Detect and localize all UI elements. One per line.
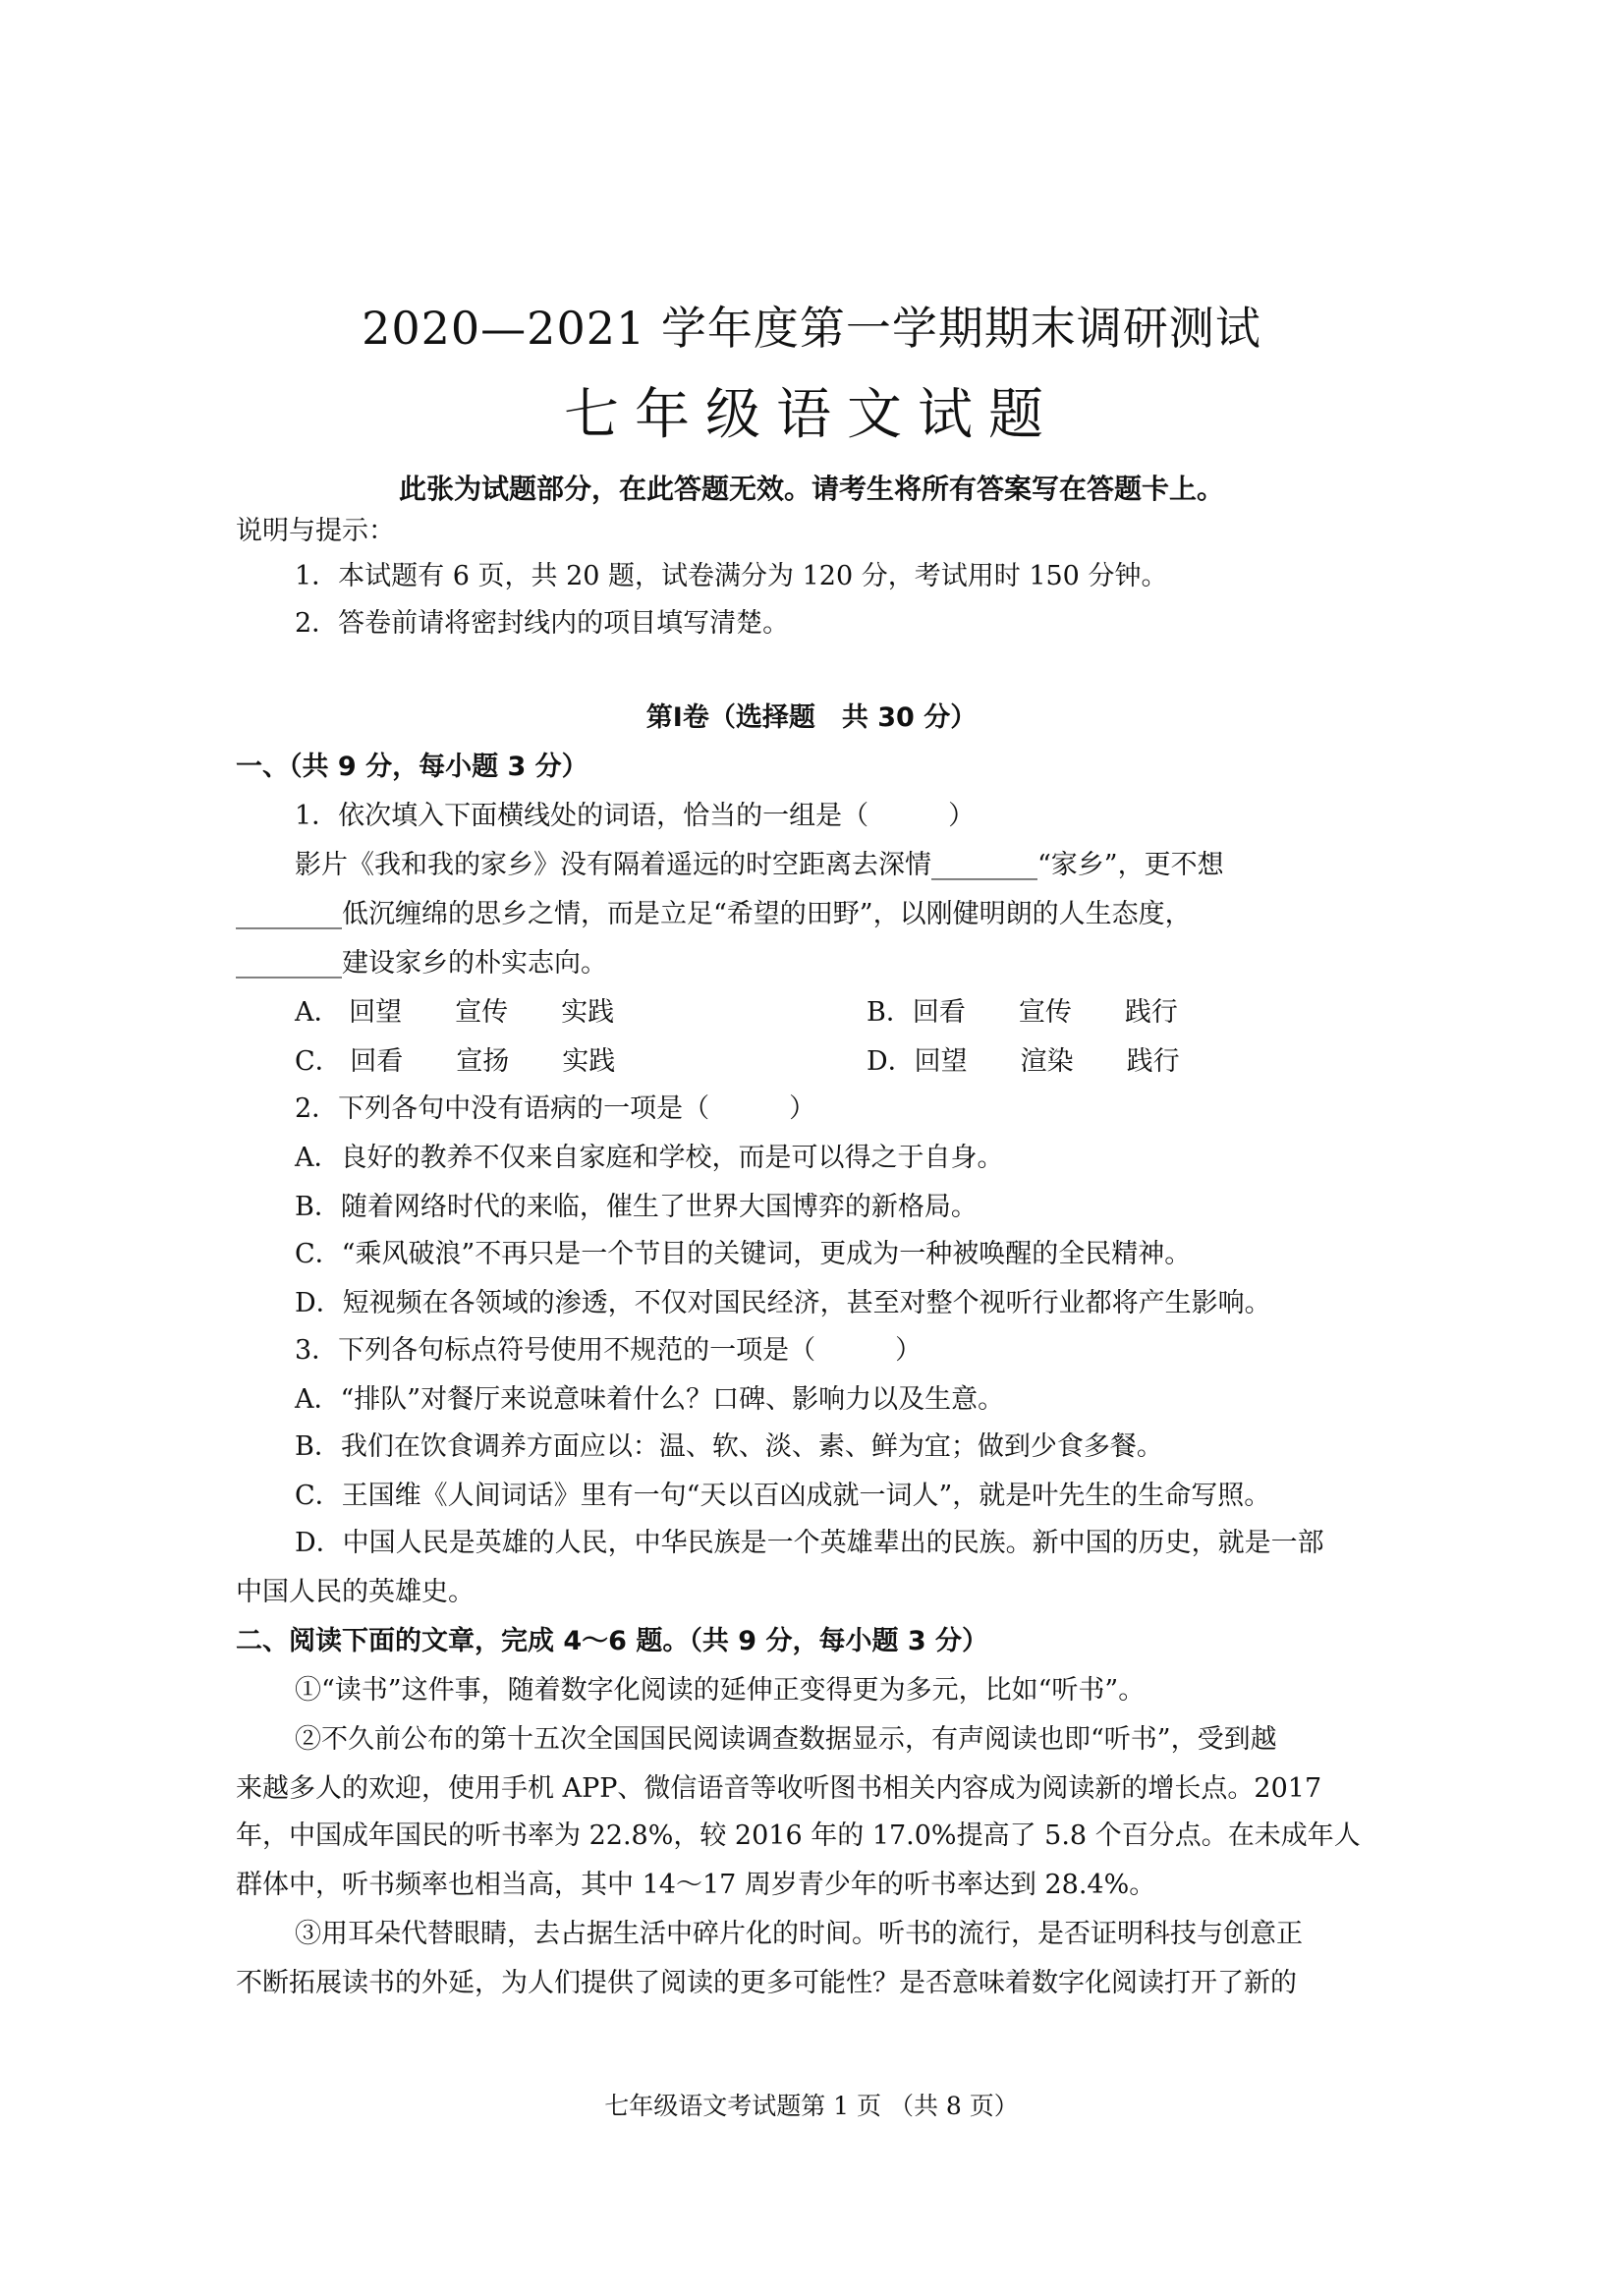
option-d: D．回望 渲染 践行 xyxy=(867,1046,1180,1077)
option-b: B．回看 宣传 践行 xyxy=(867,997,1178,1028)
passage-line: 影片《我和我的家乡》没有隔着遥远的时空距离去深情________“家乡”，更不想 xyxy=(295,850,1224,880)
instruction-item: 2．答卷前请将密封线内的项目填写清楚。 xyxy=(295,608,790,639)
question-stem: 2．下列各句中没有语病的一项是（ ） xyxy=(295,1093,816,1124)
instructions-heading: 说明与提示： xyxy=(236,516,395,546)
passage-line: ________建设家乡的朴实志向。 xyxy=(236,948,607,979)
article-paragraph: ②不久前公布的第十五次全国国民阅读调查数据显示，有声阅读也即“听书”，受到越 xyxy=(295,1724,1277,1755)
option-b: B．我们在饮食调养方面应以：温、软、淡、素、鲜为宜；做到少食多餐。 xyxy=(295,1431,1163,1462)
option-a: A． 回望 宣传 实践 xyxy=(295,997,615,1028)
article-paragraph: ①“读书”这件事，随着数字化阅读的延伸正变得更为多元，比如“听书”。 xyxy=(295,1675,1146,1706)
exam-title: 2020—2021 学年度第一学期期末调研测试 xyxy=(362,302,1261,355)
article-paragraph-line: 群体中，听书频率也相当高，其中 14～17 周岁青少年的听书率达到 28.4%。 xyxy=(236,1870,1156,1900)
passage-line: ________低沉缠绵的思乡之情，而是立足“希望的田野”，以刚健明朗的人生态度， xyxy=(236,899,1192,929)
option-d: D．短视频在各领域的渗透，不仅对国民经济，甚至对整个视听行业都将产生影响。 xyxy=(295,1288,1271,1318)
exam-subtitle: 七年级语文试题 xyxy=(564,383,1059,447)
option-c: C．“乘风破浪”不再只是一个节目的关键词，更成为一种被唤醒的全民精神。 xyxy=(295,1239,1192,1269)
option-d: D．中国人民是英雄的人民，中华民族是一个英雄辈出的民族。新中国的历史，就是一部 xyxy=(295,1528,1324,1558)
article-paragraph: ③用耳朵代替眼睛，去占据生活中碎片化的时间。听书的流行，是否证明科技与创意正 xyxy=(295,1919,1303,1949)
option-c: C．王国维《人间词话》里有一句“天以百凶成就一词人”，就是叶先生的生命写照。 xyxy=(295,1481,1271,1511)
page-footer: 七年级语文考试题第 1 页 （共 8 页） xyxy=(604,2092,1019,2120)
article-paragraph-line: 不断拓展读书的外延，为人们提供了阅读的更多可能性？是否意味着数字化阅读打开了新的 xyxy=(236,1968,1297,1998)
question-stem: 3．下列各句标点符号使用不规范的一项是（ ） xyxy=(295,1335,923,1366)
article-paragraph-line: 年，中国成年国民的听书率为 22.8%，较 2016 年的 17.0%提高了 5.8 个百分点。在未成年人 xyxy=(236,1820,1361,1851)
section-heading: 二、阅读下面的文章，完成 4～6 题。（共 9 分，每小题 3 分） xyxy=(236,1626,989,1656)
option-a: A．良好的教养不仅来自家庭和学校，而是可以得之于自身。 xyxy=(295,1143,1004,1173)
option-d-continued: 中国人民的英雄史。 xyxy=(236,1577,475,1607)
answer-notice: 此张为试题部分，在此答题无效。请考生将所有答案写在答题卡上。 xyxy=(398,473,1224,505)
option-b: B．随着网络时代的来临，催生了世界大国博弈的新格局。 xyxy=(295,1192,978,1222)
article-paragraph-line: 来越多人的欢迎，使用手机 APP、微信语音等收听图书相关内容成为阅读新的增长点。2017 xyxy=(236,1773,1322,1804)
instruction-item: 1．本试题有 6 页，共 20 题，试卷满分为 120 分，考试用时 150 分钟。 xyxy=(295,561,1168,591)
section-heading: 一、（共 9 分，每小题 3 分） xyxy=(236,752,588,782)
volume-title: 第Ⅰ卷（选择题 共 30 分） xyxy=(645,702,978,733)
option-a: A．“排队”对餐厅来说意味着什么？口碑、影响力以及生意。 xyxy=(295,1384,1005,1415)
option-c: C． 回看 宣扬 实践 xyxy=(295,1046,616,1077)
question-stem: 1．依次填入下面横线处的词语，恰当的一组是（ ） xyxy=(295,801,976,831)
